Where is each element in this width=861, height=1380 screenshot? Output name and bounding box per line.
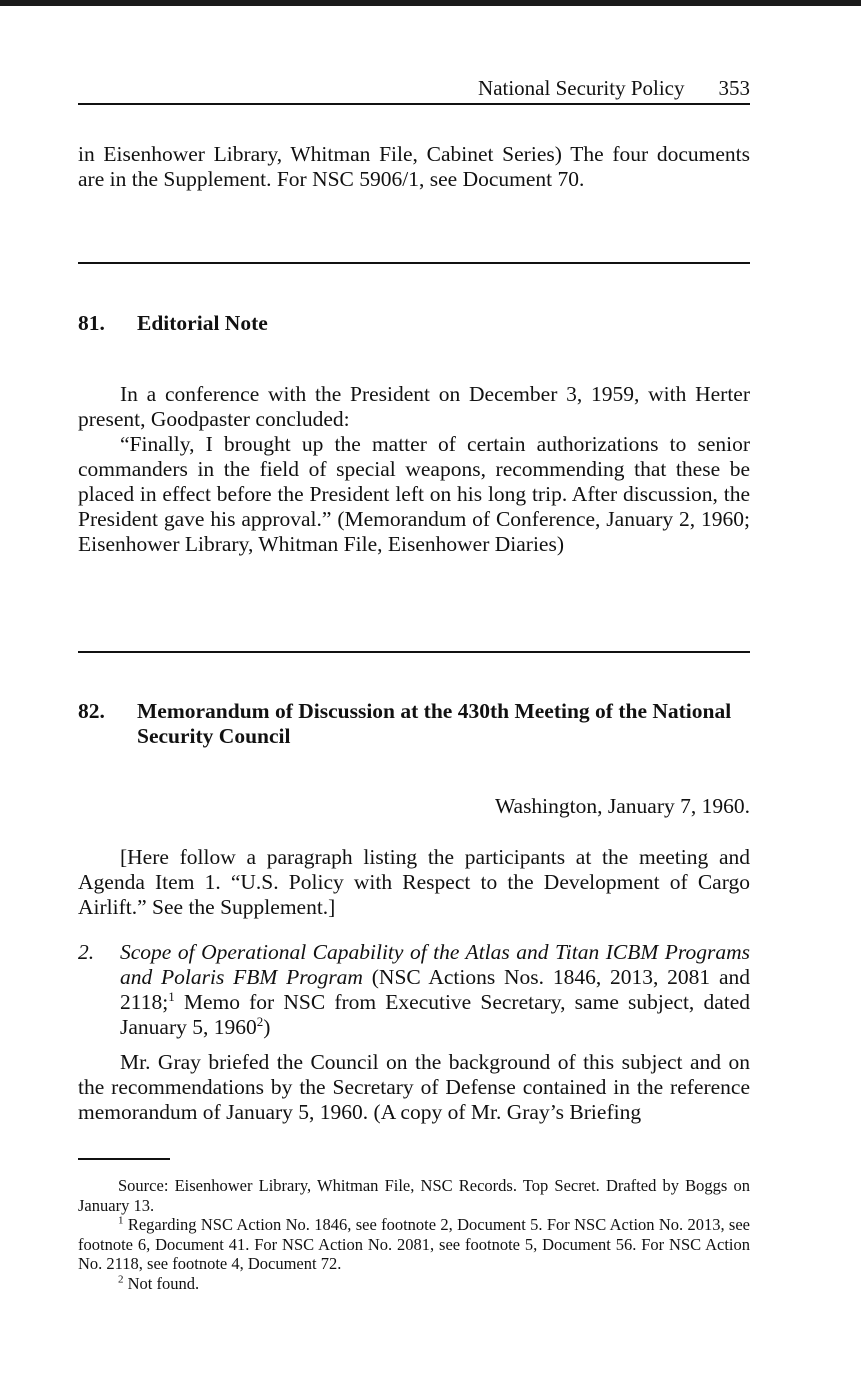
footnote-2-text: Not found. (123, 1273, 200, 1293)
continuation-block (78, 142, 750, 192)
doc82-body (78, 1050, 750, 1125)
footnote-source: Source: Eisenhower Library, Whitman File, NSC Records. Top Secret. Drafted by Boggs on January 13. (78, 1176, 750, 1215)
footnote-ref-2: 2 (256, 1013, 264, 1029)
section-divider-81 (78, 262, 750, 264)
agenda-item-number: 2. (78, 940, 95, 964)
doc82-heading (78, 699, 750, 749)
page-top-edge (0, 0, 861, 6)
footnote-1-mark: 1 (118, 1214, 124, 1227)
doc82-paragraph-2: Mr. Gray briefed the Council on the background of this subject and on the recommendations by the Secretary of Defense contained in the reference memorandum of January 5, 1960. (A copy of Mr. Gray’s Briefing (78, 1050, 750, 1124)
header-rule (78, 103, 750, 105)
agenda-item-text-c: ) (263, 1015, 271, 1039)
agenda-item-text-a: (NSC Actions Nos. 1846, 2013, 2081 and 2118; (120, 965, 750, 1014)
doc81-paragraph-1: In a conference with the President on December 3, 1959, with Herter present, Goodpaster concluded: (78, 382, 750, 431)
doc81-number: 81. (78, 311, 105, 335)
doc81-heading (78, 311, 750, 336)
doc81-title: Editorial Note (137, 311, 268, 335)
footnote-2 (78, 1274, 750, 1294)
doc81-body (78, 382, 750, 557)
doc82-dateline: Washington, January 7, 1960. (494, 794, 750, 818)
doc82-title: Memorandum of Discussion at the 430th Meeting of the National Security Council (137, 699, 732, 748)
running-head (78, 74, 750, 102)
agenda-item-text-b: Memo for NSC from Executive Secretary, same subject, dated January 5, 1960 (120, 990, 750, 1039)
footnote-2-mark: 2 (118, 1273, 124, 1285)
doc82-intro (78, 845, 750, 920)
running-title: National Security Policy (478, 76, 685, 100)
doc82-number: 82. (78, 699, 105, 723)
footnote-rule (78, 1158, 170, 1160)
footnote-ref-1: 1 (168, 988, 175, 1004)
agenda-item-text (120, 940, 750, 1040)
doc81-paragraph-2: “Finally, I brought up the matter of certain authorizations to senior commanders in the field of special weapons, recommending that these be placed in effect before the President left on his long trip. After discussion, the President gave his approval.” (Memorandum of Conference, January 2, 1960; Eisenhower Library, Whitman File, Eisenhower Diaries) (78, 432, 750, 556)
agenda-item-2 (78, 940, 750, 1040)
section-divider-82 (78, 651, 750, 653)
doc82-paragraph-1: [Here follow a paragraph listing the participants at the meeting and Agenda Item 1. “U.S. Policy with Respect to the Development of Cargo Airlift.” See the Supplement.] (78, 845, 750, 919)
footnote-1 (78, 1215, 750, 1274)
footnotes (78, 1176, 750, 1293)
agenda-item-title: Scope of Operational Capability of the Atlas and Titan ICBM Programs and Polaris FBM Program (120, 940, 750, 989)
continuation-text: in Eisenhower Library, Whitman File, Cabinet Series) The four documents are in the Supplement. For NSC 5906/1, see Document 70. (78, 142, 750, 191)
page-number: 353 (718, 76, 750, 100)
footnote-1-text: Regarding NSC Action No. 1846, see footnote 2, Document 5. For NSC Action No. 2013, see footnote 6, Document 41. For NSC Action No. 2081, see footnote 5, Document 56. For NSC Action No. 2118, see footnote 4, Document 72. (78, 1215, 750, 1273)
